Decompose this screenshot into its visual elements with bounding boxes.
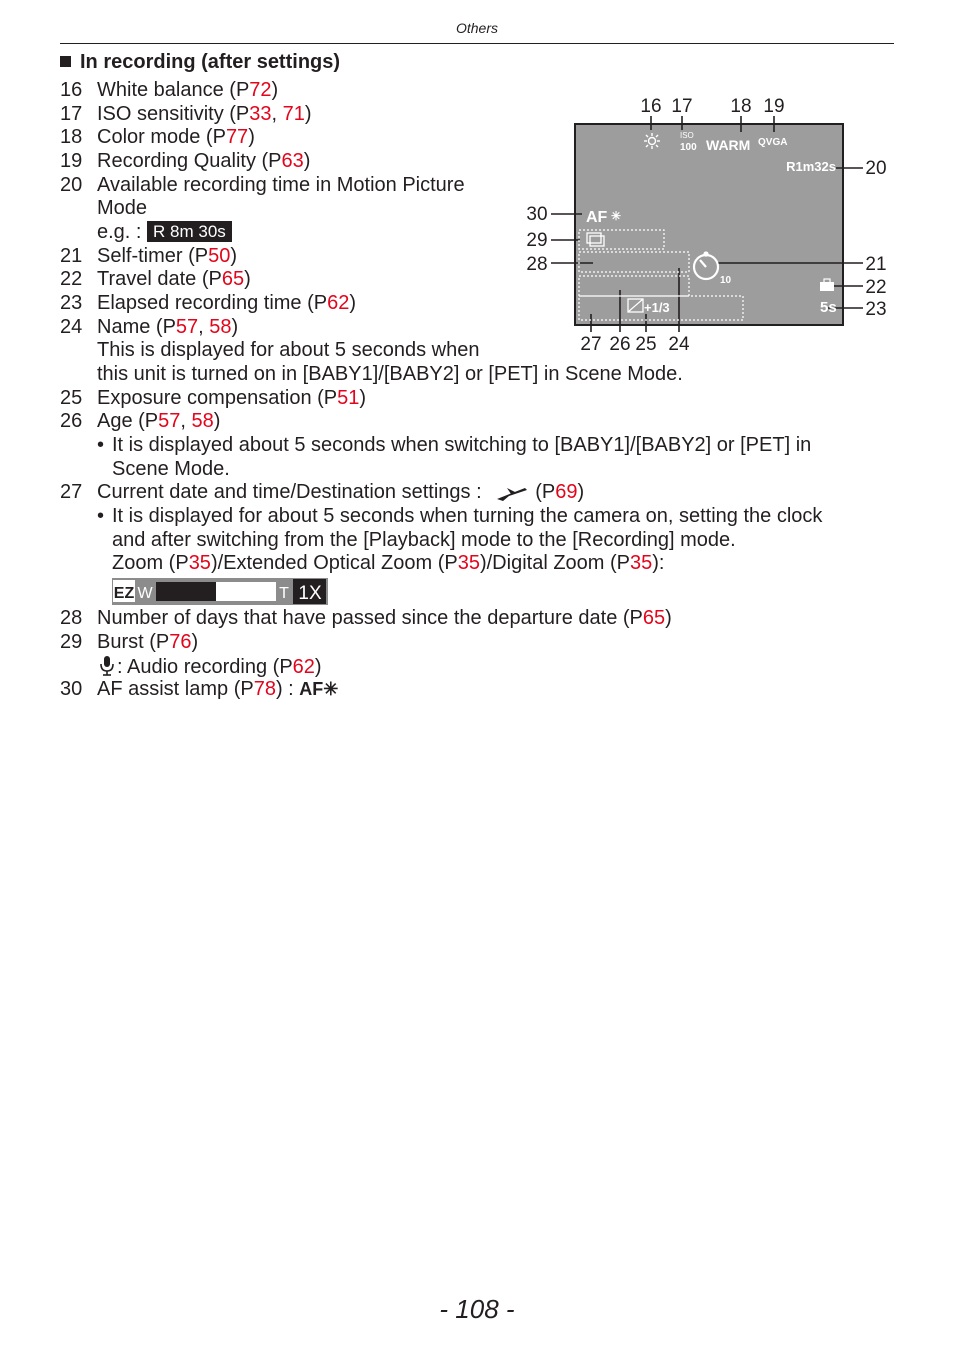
page-link[interactable]: 62 xyxy=(327,292,350,314)
rec-time-badge: R 8m 30s xyxy=(147,221,232,242)
callout-30: 30 xyxy=(526,204,548,225)
lcd-qvga: QVGA xyxy=(758,137,788,148)
page-link[interactable]: 51 xyxy=(337,387,360,409)
page-link[interactable]: 72 xyxy=(249,79,272,101)
page-link[interactable]: 63 xyxy=(281,150,304,172)
page-link[interactable]: 33 xyxy=(249,103,272,125)
callout-24: 24 xyxy=(668,334,690,355)
af-assist-icon: AF✳ xyxy=(299,679,339,699)
list-item-29-audio: : Audio recording (P62) xyxy=(97,655,322,679)
list-item-20-example: e.g. : R 8m 30s xyxy=(97,221,232,244)
zoom-line: Zoom (P35)/Extended Optical Zoom (P35)/Digital Zoom (P35): xyxy=(112,552,665,574)
zoom-mag-label: 1X xyxy=(298,583,322,604)
lcd-af: AF xyxy=(586,209,608,226)
page-link[interactable]: 65 xyxy=(642,607,666,629)
zoom-w-label: W xyxy=(137,585,153,602)
zoom-ez-label: EZ xyxy=(113,585,135,602)
page-link[interactable]: 69 xyxy=(555,481,578,503)
page-link[interactable]: 50 xyxy=(208,245,231,267)
section-title: In recording (after settings) xyxy=(60,51,340,74)
page-link[interactable]: 58 xyxy=(191,410,214,432)
list-item-24-line3: this unit is turned on in [BABY1]/[BABY2] or [PET] in Scene Mode. xyxy=(97,363,683,385)
callout-20: 20 xyxy=(865,158,887,179)
page-link[interactable]: 35 xyxy=(188,552,211,574)
list-item-26-bullet-line2: Scene Mode. xyxy=(112,458,230,480)
callout-26: 26 xyxy=(609,334,631,355)
page-number: - 108 - xyxy=(439,1294,515,1324)
page-link[interactable]: 71 xyxy=(282,103,305,125)
square-bullet-icon xyxy=(60,56,71,67)
callout-16: 16 xyxy=(640,96,662,117)
callout-19: 19 xyxy=(763,96,785,117)
page-link[interactable]: 65 xyxy=(221,268,245,290)
airplane-icon xyxy=(495,482,529,502)
page-link[interactable]: 62 xyxy=(292,656,315,678)
lcd-timer-sub: 10 xyxy=(720,275,732,286)
callout-28: 28 xyxy=(526,254,548,275)
page-link[interactable]: 57 xyxy=(175,316,199,338)
callout-22: 22 xyxy=(865,277,887,298)
running-header: Others xyxy=(455,20,498,36)
list-item-24-line2: This is displayed for about 5 seconds when xyxy=(97,339,480,361)
page-link[interactable]: 78 xyxy=(253,678,276,700)
lcd-warm: WARM xyxy=(706,137,751,153)
lcd-iso-value: 100 xyxy=(680,142,697,153)
lcd-elapsed: 5s xyxy=(820,299,837,316)
header-rule xyxy=(60,43,894,44)
callout-27: 27 xyxy=(580,334,602,355)
lcd-iso-label: ISO xyxy=(680,131,694,140)
zoom-bar xyxy=(112,578,328,605)
lcd-screen xyxy=(575,124,843,325)
microphone-icon xyxy=(97,655,117,677)
lcd-diagram xyxy=(518,90,894,360)
af-assist-icon: ✳ xyxy=(611,209,622,223)
list-item-20-line2: Mode xyxy=(97,197,148,219)
callout-21: 21 xyxy=(865,254,887,275)
list-item-27-bullet-line2: and after switching from the [Playback] mode to the [Recording] mode. xyxy=(112,529,736,551)
page-link[interactable]: 57 xyxy=(158,410,181,432)
page-link[interactable]: 76 xyxy=(169,631,192,653)
callout-25: 25 xyxy=(635,334,657,355)
page-link[interactable]: 58 xyxy=(209,316,232,338)
zoom-level-fill xyxy=(156,582,216,601)
callout-23: 23 xyxy=(865,299,887,320)
callout-18: 18 xyxy=(730,96,752,117)
callout-29: 29 xyxy=(526,230,548,251)
lcd-rec-time: R1m32s xyxy=(786,159,836,174)
page-link[interactable]: 35 xyxy=(630,552,653,574)
lcd-exp-comp: +1/3 xyxy=(644,300,670,315)
zoom-t-label: T xyxy=(279,585,289,602)
page-link[interactable]: 77 xyxy=(225,126,249,148)
callout-17: 17 xyxy=(671,96,693,117)
page-link[interactable]: 35 xyxy=(457,552,480,574)
